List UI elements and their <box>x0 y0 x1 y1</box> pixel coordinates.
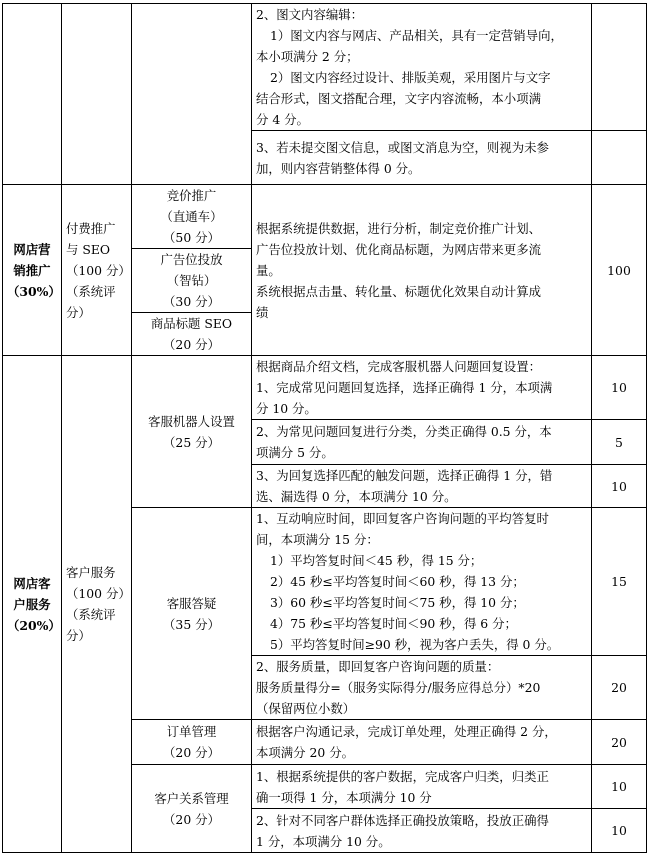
module-paid-promotion: 付费推广 与 SEO （100 分） （系统评 分） <box>62 185 132 356</box>
content-robot-2: 2、为常见问题回复进行分类，分类正确得 0.5 分，本 项满分 5 分。 <box>252 420 592 465</box>
content-no-submission <box>252 131 592 185</box>
category-customer-service: 网店客 户服务 （20%） <box>3 356 62 853</box>
score-order-management: 20 <box>592 720 647 765</box>
score-cell-empty <box>592 131 647 185</box>
score-cell-empty <box>592 4 647 131</box>
score-crm-2: 10 <box>592 809 647 853</box>
content-robot-1: 根据商品介绍文档，完成客服机器人问题回复设置： 1、完成常见问题回复选择，选择正确得 1 分，本项满 分 10 分。 <box>252 356 592 420</box>
text-line: 1）图文内容与网店、产品相关，具有一定营销导向， <box>270 28 563 43</box>
item-bidding-promotion: 竞价推广 （直通车） （50 分） <box>132 185 252 249</box>
content-service-quality: 2、服务质量，即回复客户咨询问题的质量： 服务质量得分=（服务实际得分/服务应得总分）*20 （保留两位小数） <box>252 656 592 720</box>
item-crm: 客户关系管理 （20 分） <box>132 765 252 853</box>
category-promotion: 网店营 销推广 （30%） <box>3 185 62 356</box>
item-order-management: 订单管理 （20 分） <box>132 720 252 765</box>
text-line: 分 4 分。 <box>256 112 309 127</box>
table-row <box>3 185 647 249</box>
text-line: 本小项满分 2 分； <box>256 49 359 64</box>
table-row <box>3 356 647 420</box>
score-promotion: 100 <box>592 185 647 356</box>
scoring-table <box>2 3 647 853</box>
content-robot-3: 3、为回复选择匹配的触发问题，选择正确得 1 分，错 选、漏选得 0 分，本项满分 10 分。 <box>252 465 592 508</box>
score-robot-2: 5 <box>592 420 647 465</box>
content-promotion-desc: 根据系统提供数据，进行分析，制定竞价推广计划、 广告位投放计划、优化商品标题，为网店带来更多流 量。 系统根据点击量、转化量、标题优化效果自动计算成 绩 <box>252 185 592 356</box>
content-crm-1: 1、根据系统提供的客户数据，完成客户归类，归类正 确一项得 1 分，本项满分 10 分 <box>252 765 592 809</box>
module-customer-service: 客户服务 （100 分） （系统评 分） <box>62 356 132 853</box>
score-robot-1: 10 <box>592 356 647 420</box>
text-line: 2、图文内容编辑： <box>256 7 364 22</box>
text-line: 结合形式，图文搭配合理，文字内容流畅，本小项满 <box>256 91 541 106</box>
content-response-time: 1、互动响应时间，即回复客户咨询问题的平均答复时 间，本项满分 15 分： 1）平均答复时间＜45 秒，得 15 分； 2）45 秒≤平均答复时间＜60 秒，得 13 分； 3）60 秒≤平均答复时间＜75 秒，得 10 分； 4）75 秒≤平均答复时间＜90 秒，得 6 分； 5）平均答复时间≥90 秒，视为客户丢失，得 0 分。 <box>252 508 592 656</box>
category-cell-empty <box>3 4 62 185</box>
content-order-management: 根据客户沟通记录，完成订单处理，处理正确得 2 分， 本项满分 20 分。 <box>252 720 592 765</box>
item-cell-empty <box>132 4 252 185</box>
item-robot-setup: 客服机器人设置 （25 分） <box>132 356 252 508</box>
score-robot-3: 10 <box>592 465 647 508</box>
module-cell-empty <box>62 4 132 185</box>
table-row <box>3 4 647 131</box>
item-title-seo: 商品标题 SEO （20 分） <box>132 313 252 356</box>
content-graphic-editing <box>252 4 592 131</box>
text-line: 3、若未提交图文信息，或图文消息为空，则视为未参 <box>256 139 549 155</box>
score-crm-1: 10 <box>592 765 647 809</box>
content-crm-2: 2、针对不同客户群体选择正确投放策略，投放正确得 1 分，本项满分 10 分。 <box>252 809 592 853</box>
text-line: 2）图文内容经过设计、排版美观，采用图片与文字 <box>270 70 551 85</box>
item-customer-qa: 客服答疑 （35 分） <box>132 508 252 720</box>
text-line: 加，则内容营销整体得 0 分。 <box>256 160 421 176</box>
score-response-time: 15 <box>592 508 647 656</box>
score-service-quality: 20 <box>592 656 647 720</box>
item-ad-placement: 广告位投放 （智钻） （30 分） <box>132 249 252 313</box>
